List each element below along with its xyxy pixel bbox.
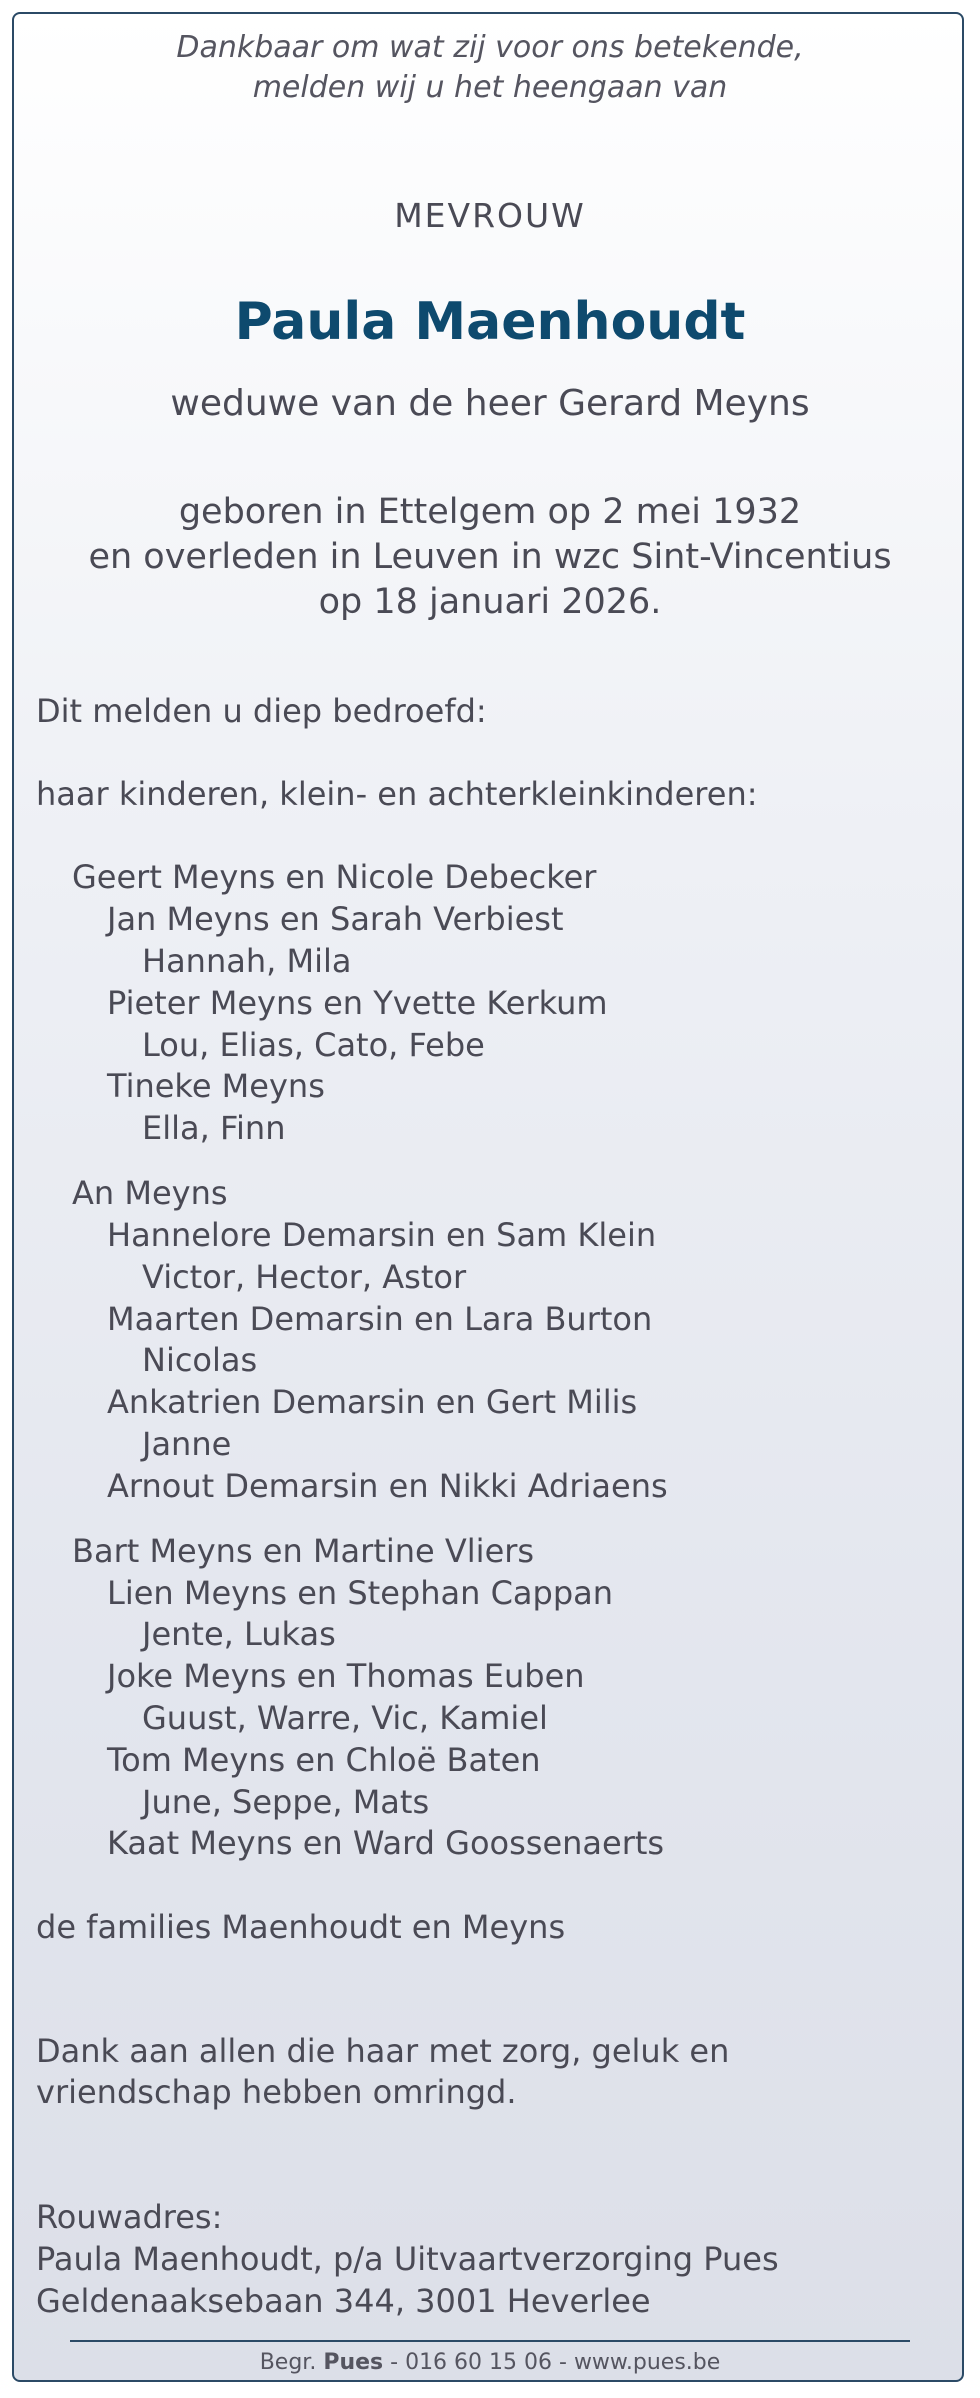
family-member: Lien Meyns en Stephan Cappan (107, 1574, 614, 1612)
address-label: Rouwadres: (36, 2198, 223, 2236)
announce-line: Dit melden u diep bedroefd: (36, 692, 487, 730)
birth-line: geboren in Ettelgem op 2 mei 1932 (178, 492, 802, 532)
family-member: Guust, Warre, Vic, Kamiel (142, 1699, 548, 1737)
family-member: Lou, Elias, Cato, Febe (142, 1026, 485, 1064)
family-member: Joke Meyns en Thomas Euben (107, 1657, 585, 1695)
funeral-home-footer (0, 2350, 980, 2375)
family-member: Pieter Meyns en Yvette Kerkum (107, 984, 608, 1022)
family-member: Victor, Hector, Astor (142, 1258, 467, 1296)
family-member: Bart Meyns en Martine Vliers (72, 1532, 535, 1570)
intro-line-2: melden wij u het heengaan van (252, 70, 728, 105)
death-date-line: op 18 januari 2026. (318, 582, 662, 622)
family-member: Jan Meyns en Sarah Verbiest (107, 900, 564, 938)
widow-of: weduwe van de heer Gerard Meyns (170, 383, 810, 424)
salutation: MEVROUW (394, 196, 586, 235)
family-member: June, Seppe, Mats (142, 1783, 430, 1821)
intro-line-1: Dankbaar om wat zij voor ons betekende, (176, 30, 804, 65)
family-member: An Meyns (72, 1174, 228, 1212)
family-member: Ankatrien Demarsin en Gert Milis (107, 1383, 638, 1421)
children-header: haar kinderen, klein- en achterkleinkinderen: (36, 775, 758, 813)
family-member: Geert Meyns en Nicole Debecker (72, 858, 597, 896)
family-member: Maarten Demarsin en Lara Burton (107, 1300, 653, 1338)
family-member: Ella, Finn (142, 1109, 286, 1147)
family-member: Arnout Demarsin en Nikki Adriaens (107, 1467, 668, 1505)
family-member: Tom Meyns en Chloë Baten (107, 1741, 541, 1779)
address-line-2: Geldenaaksebaan 344, 3001 Heverlee (36, 2282, 651, 2320)
family-member: Hannelore Demarsin en Sam Klein (107, 1216, 657, 1254)
thanks-line-2: vriendschap hebben omringd. (36, 2073, 517, 2111)
families-line: de families Maenhoudt en Meyns (36, 1908, 566, 1946)
family-member: Janne (142, 1425, 232, 1463)
family-member: Tineke Meyns (107, 1067, 325, 1105)
death-line: en overleden in Leuven in wzc Sint-Vincentius (88, 537, 892, 577)
family-member: Jente, Lukas (142, 1615, 336, 1653)
family-member: Hannah, Mila (142, 942, 352, 980)
footer-prefix: Begr. (259, 2350, 317, 2375)
footer-company: Pues (323, 2350, 384, 2375)
footer-details: - 016 60 15 06 - www.pues.be (383, 2350, 721, 2375)
family-member: Nicolas (142, 1341, 258, 1379)
footer-divider (70, 2340, 910, 2342)
deceased-name: Paula Maenhoudt (234, 292, 746, 352)
address-line-1: Paula Maenhoudt, p/a Uitvaartverzorging Pues (36, 2240, 779, 2278)
family-member: Kaat Meyns en Ward Goossenaerts (107, 1824, 665, 1862)
thanks-line-1: Dank aan allen die haar met zorg, geluk en (36, 2032, 730, 2070)
